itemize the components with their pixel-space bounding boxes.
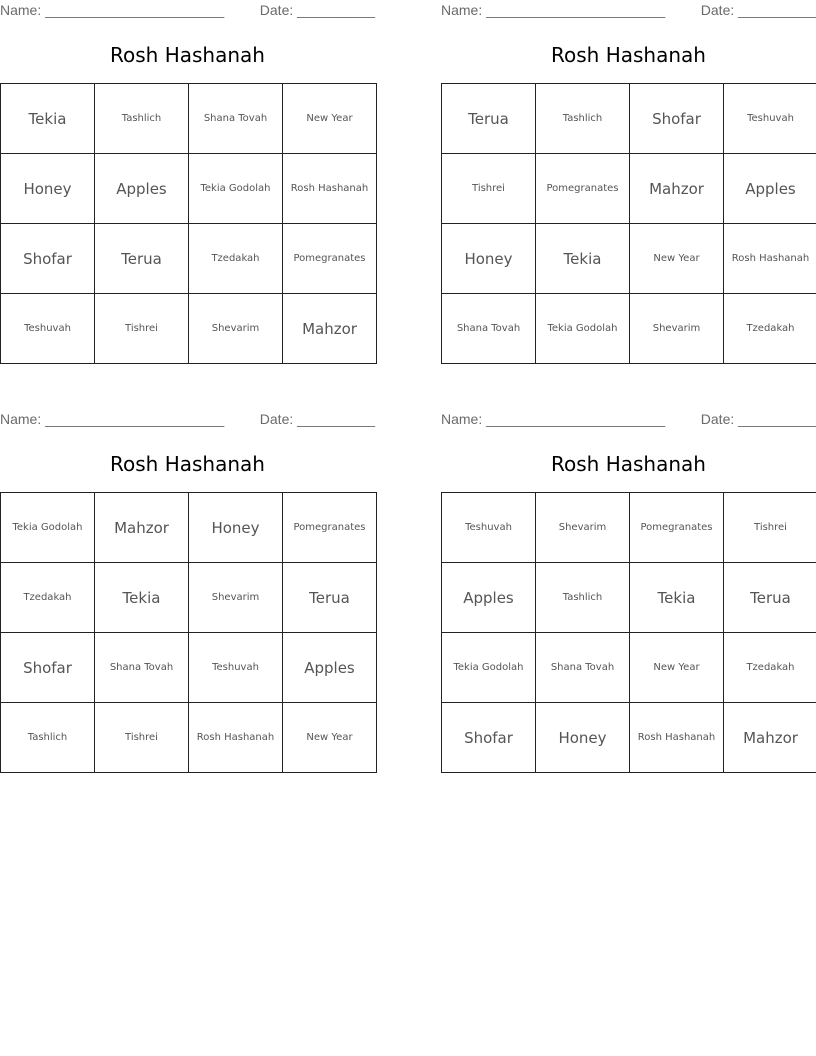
grid-row (1, 224, 377, 294)
bingo-cell: Tzedakah (1, 563, 95, 633)
grid-row (442, 224, 816, 294)
grid-row (442, 154, 816, 224)
bingo-cell: Pomegranates (283, 493, 377, 563)
bingo-cell: Mahzor (95, 493, 189, 563)
bingo-cell: Tzedakah (724, 633, 816, 703)
bingo-cell: Rosh Hashanah (283, 154, 377, 224)
bingo-cell: New Year (630, 224, 724, 294)
bingo-cell: Tashlich (536, 563, 630, 633)
bingo-cell: Rosh Hashanah (724, 224, 816, 294)
bingo-card-3 (0, 409, 375, 743)
bingo-grid (0, 83, 377, 364)
bingo-cell: Mahzor (724, 703, 816, 773)
bingo-cell: Tekia Godolah (536, 294, 630, 364)
bingo-cell: Tishrei (724, 493, 816, 563)
name-field-label: Name: _______________________ (441, 411, 666, 427)
bingo-cell: Tashlich (95, 84, 189, 154)
bingo-cell: Tekia (95, 563, 189, 633)
bingo-cell: Pomegranates (283, 224, 377, 294)
grid-row (442, 294, 816, 364)
bingo-cell: Terua (724, 563, 816, 633)
name-field-label: Name: _______________________ (441, 2, 666, 18)
bingo-cell: Apples (95, 154, 189, 224)
bingo-cell: Apples (724, 154, 816, 224)
bingo-cell: Terua (283, 563, 377, 633)
bingo-cell: Shevarim (189, 563, 283, 633)
card-title: Rosh Hashanah (551, 452, 706, 476)
bingo-cell: Tekia (536, 224, 630, 294)
grid-row (442, 703, 816, 773)
bingo-cell: New Year (283, 84, 377, 154)
bingo-cell: New Year (630, 633, 724, 703)
bingo-cell: Tekia Godolah (1, 493, 95, 563)
bingo-cell: Teshuvah (724, 84, 816, 154)
card-title: Rosh Hashanah (110, 43, 265, 67)
grid-row (442, 493, 816, 563)
bingo-card-1 (0, 0, 375, 338)
date-field-label: Date: __________ (259, 2, 375, 18)
bingo-cell: Shevarim (536, 493, 630, 563)
bingo-cell: Rosh Hashanah (630, 703, 724, 773)
bingo-cell: Shofar (630, 84, 724, 154)
bingo-cell: Shofar (1, 224, 95, 294)
bingo-cell: Honey (536, 703, 630, 773)
bingo-cell: Rosh Hashanah (189, 703, 283, 773)
bingo-cell: Teshuvah (1, 294, 95, 364)
bingo-cell: Tishrei (95, 294, 189, 364)
bingo-cell: Tekia (1, 84, 95, 154)
bingo-cell: Honey (442, 224, 536, 294)
bingo-cell: Honey (1, 154, 95, 224)
bingo-cell: Teshuvah (442, 493, 536, 563)
bingo-card-4 (441, 409, 816, 747)
bingo-cell: Shofar (1, 633, 95, 703)
grid-row (442, 84, 816, 154)
name-field-label: Name: _______________________ (0, 411, 225, 427)
bingo-cell: Tashlich (536, 84, 630, 154)
bingo-cell: Tishrei (95, 703, 189, 773)
bingo-cell: Teshuvah (189, 633, 283, 703)
bingo-cell: Shofar (442, 703, 536, 773)
bingo-cell: Tzedakah (724, 294, 816, 364)
date-field-label: Date: __________ (700, 411, 816, 427)
bingo-cell: Pomegranates (630, 493, 724, 563)
bingo-cell: Shana Tovah (442, 294, 536, 364)
grid-row (1, 633, 377, 703)
grid-row (1, 84, 377, 154)
bingo-card-2 (441, 0, 816, 334)
grid-row (1, 493, 377, 563)
bingo-cell: Tekia (630, 563, 724, 633)
bingo-grid (0, 492, 377, 773)
grid-row (442, 633, 816, 703)
date-field-label: Date: __________ (700, 2, 816, 18)
grid-row (1, 703, 377, 773)
name-field-label: Name: _______________________ (0, 2, 225, 18)
bingo-cell: Honey (189, 493, 283, 563)
card-title: Rosh Hashanah (551, 43, 706, 67)
bingo-cell: Terua (442, 84, 536, 154)
bingo-grid (441, 492, 816, 773)
bingo-cell: New Year (283, 703, 377, 773)
bingo-cell: Shana Tovah (536, 633, 630, 703)
bingo-cell: Tzedakah (189, 224, 283, 294)
bingo-cell: Terua (95, 224, 189, 294)
bingo-cell: Tashlich (1, 703, 95, 773)
grid-row (442, 563, 816, 633)
bingo-cell: Apples (283, 633, 377, 703)
grid-row (1, 154, 377, 224)
bingo-cell: Apples (442, 563, 536, 633)
bingo-cell: Shana Tovah (95, 633, 189, 703)
bingo-grid (441, 83, 816, 364)
bingo-cell: Mahzor (283, 294, 377, 364)
bingo-cell: Tekia Godolah (189, 154, 283, 224)
bingo-cell: Shevarim (189, 294, 283, 364)
grid-row (1, 563, 377, 633)
date-field-label: Date: __________ (259, 411, 375, 427)
bingo-cell: Tekia Godolah (442, 633, 536, 703)
card-title: Rosh Hashanah (110, 452, 265, 476)
grid-row (1, 294, 377, 364)
bingo-cell: Tishrei (442, 154, 536, 224)
bingo-cell: Shana Tovah (189, 84, 283, 154)
bingo-cell: Shevarim (630, 294, 724, 364)
bingo-cell: Pomegranates (536, 154, 630, 224)
bingo-cell: Mahzor (630, 154, 724, 224)
